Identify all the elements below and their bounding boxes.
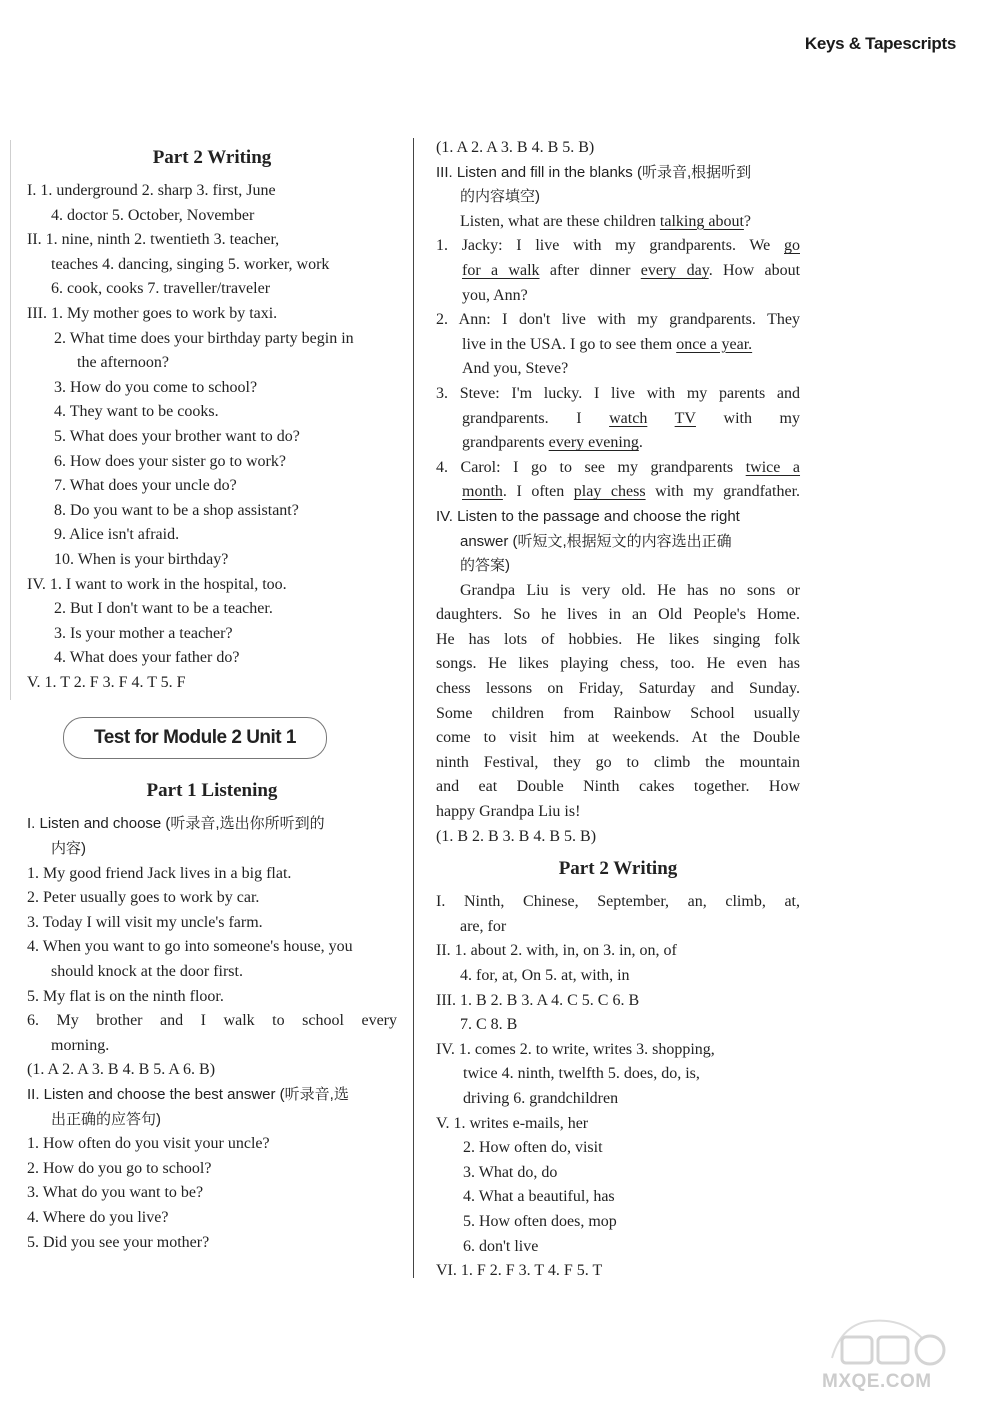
watermark-emblem-icon [812, 1303, 972, 1373]
fill-in-answer: watch [609, 409, 648, 427]
passage [436, 579, 800, 825]
section-instruction: III. Listen and fill in the blanks (听录音,根据听到 [436, 163, 752, 181]
part2-writing-heading: Part 2 Writing [152, 147, 272, 168]
dialogue-line: you, Ann? [462, 286, 528, 304]
part2-writing-heading: Part 2 Writing [558, 858, 678, 880]
passage-line: happy Grandpa Liu is! [436, 803, 581, 821]
passage-line: Some children from Rainbow School usually [436, 704, 800, 722]
dialogue-line: month. I often play chess with my grandfather. [462, 483, 801, 501]
answer-line: 8. Do you want to be a shop assistant? [54, 501, 299, 519]
dialogue-line: grandparents. I watch TV with my [462, 409, 801, 427]
tapescript-line: 1. How often do you visit your uncle? [27, 1135, 270, 1153]
tapescript-line: 5. My flat is on the ninth floor. [27, 987, 224, 1005]
part1-listening-heading: Part 1 Listening [146, 780, 278, 802]
answer-line: II. 1. nine, ninth 2. twentieth 3. teacher, [27, 231, 280, 249]
fill-in-answer: TV [674, 409, 696, 427]
answer-key: (1. A 2. A 3. B 4. B 5. A 6. B) [27, 1061, 216, 1079]
fill-in-answer: for a walk [462, 261, 540, 279]
passage-line: songs. He likes playing chess, too. He even has [436, 655, 800, 673]
writing-answers [436, 890, 800, 1284]
tapescript-intro [436, 210, 800, 235]
text-segment: ? [743, 212, 752, 230]
margin-rule [10, 140, 11, 700]
site-watermark-logo [812, 1303, 972, 1393]
dialogue-line: 4. Carol: I go to see my grandparents twice a [436, 458, 801, 476]
passage-line: come to visit him at weekends. At the Double [436, 729, 800, 747]
tapescript-line: 4. When you want to go into someone's house, you [27, 938, 353, 956]
answer-line: 4. What does your father do? [54, 649, 240, 667]
fill-in-answer: month [462, 483, 503, 501]
answer-line: 3. Is your mother a teacher? [54, 624, 233, 642]
tapescript-line: 6. My brother and I walk to school every [27, 1012, 397, 1030]
passage-line: and eat Double Ninth cakes together. How [436, 778, 800, 796]
answer-key: (1. B 2. B 3. B 4. B 5. B) [436, 827, 597, 845]
answer-line: 5. How often does, mop [463, 1212, 617, 1230]
fill-in-answer: play chess [573, 483, 646, 501]
section-instruction: 的内容填空) [460, 188, 540, 206]
answer-line: 4. doctor 5. October, November [51, 206, 255, 224]
fill-in-answer: every evening [548, 434, 639, 452]
tapescript-line: 2. Peter usually goes to work by car. [27, 889, 260, 907]
section-instruction: 的答案) [460, 557, 510, 575]
answer-line: I. 1. underground 2. sharp 3. first, June [27, 182, 276, 199]
column-divider [413, 138, 414, 1278]
section-instruction: 出正确的应答句) [51, 1110, 161, 1128]
section-instruction: II. Listen and choose the best answer (听录音,选 [27, 1086, 349, 1103]
fill-in-answer: twice a [745, 458, 801, 476]
passage-line: ninth Festival, they go to climb the mountain [436, 753, 800, 771]
writing-answers [27, 179, 397, 695]
answer-line: are, for [460, 917, 507, 935]
answer-line: 4. for, at, On 5. at, with, in [460, 967, 630, 984]
dialogue-line: 1. Jacky: I live with my grandparents. We go [436, 237, 800, 255]
fill-in-answer: every day [640, 261, 709, 279]
answer-line: IV. 1. I want to work in the hospital, too. [27, 575, 287, 593]
answer-line: 5. What does your brother want to do? [54, 427, 300, 445]
answer-line: 3. What do, do [463, 1163, 558, 1181]
section-instruction: I. Listen and choose (听录音,选出你所听到的 [27, 815, 325, 833]
answer-line: III. 1. My mother goes to work by taxi. [27, 304, 278, 322]
answer-line: IV. 1. comes 2. to write, writes 3. shopping, [436, 1040, 715, 1058]
tapescript-line: should knock at the door first. [51, 963, 243, 981]
answer-line: twice 4. ninth, twelfth 5. does, do, is, [463, 1065, 700, 1083]
listening-answers [27, 812, 397, 1255]
passage-line: daughters. So he lives in an Old People's Home. [436, 606, 800, 624]
answer-line: 4. What a beautiful, has [463, 1188, 615, 1206]
section-instruction: IV. Listen to the passage and choose the right [436, 507, 740, 525]
test-title-banner: Test for Module 2 Unit 1 [63, 717, 327, 759]
running-header: Keys & Tapescripts [804, 34, 956, 53]
fill-in-answer: go [784, 237, 800, 255]
dialogue-line: live in the USA. I go to see them once a year. [462, 335, 753, 353]
passage-line: Grandpa Liu is very old. He has no sons or [460, 581, 800, 599]
answer-line: 4. They want to be cooks. [54, 403, 219, 421]
dialogue-line: grandparents every evening. [462, 434, 643, 452]
answer-line: 7. C 8. B [460, 1016, 518, 1034]
dialogue-line: 2. Ann: I don't live with my grandparents. They [436, 311, 800, 329]
answer-line: teaches 4. dancing, singing 5. worker, work [51, 255, 330, 273]
dialogue-line: And you, Steve? [462, 360, 569, 378]
dialogue-line: 3. Steve: I'm lucky. I live with my parents and [436, 384, 800, 402]
answer-line: V. 1. T 2. F 3. F 4. T 5. F [27, 673, 186, 691]
fill-in-answer: talking about [659, 212, 744, 230]
answer-key: (1. A 2. A 3. B 4. B 5. B) [436, 139, 595, 156]
tapescript-line: morning. [51, 1036, 110, 1054]
tapescript-line: 4. Where do you live? [27, 1208, 169, 1226]
text-segment: Listen, what are these children [460, 212, 660, 230]
answer-line: 10. When is your birthday? [54, 550, 229, 568]
left-column [27, 136, 397, 1255]
section-instruction: answer (听短文,根据短文的内容选出正确 [460, 532, 732, 550]
tapescript-line: 1. My good friend Jack lives in a big flat. [27, 864, 292, 882]
answer-line: 2. But I don't want to be a teacher. [54, 600, 273, 618]
passage-line: He has lots of hobbies. He likes singing folk [436, 630, 800, 648]
watermark-text: MXQE.COM [822, 1371, 932, 1392]
answer-line: V. 1. writes e-mails, her [436, 1114, 589, 1132]
answer-line: I. Ninth, Chinese, September, an, climb, at, [436, 893, 800, 911]
tapescript-line: 5. Did you see your mother? [27, 1233, 210, 1251]
answer-line: 7. What does your uncle do? [54, 477, 237, 495]
answer-line: III. 1. B 2. B 3. A 4. C 5. C 6. B [436, 991, 640, 1009]
answer-line: 2. What time does your birthday party begin in [54, 329, 354, 347]
section-instruction: 内容) [51, 840, 86, 858]
answer-line: VI. 1. F 2. F 3. T 4. F 5. T [436, 1262, 603, 1280]
answer-line: 6. don't live [463, 1237, 539, 1255]
answer-line: II. 1. about 2. with, in, on 3. in, on, of [436, 942, 677, 960]
dialogue-line: for a walk after dinner every day. How about [462, 261, 801, 279]
answer-line: 2. How often do, visit [463, 1139, 603, 1157]
answer-line: 9. Alice isn't afraid. [54, 526, 180, 544]
fill-in-answer: once a year. [676, 335, 753, 353]
answer-line: driving 6. grandchildren [463, 1089, 619, 1107]
tapescript-line: 3. What do you want to be? [27, 1184, 204, 1202]
passage-line: chess lessons on Friday, Saturday and Sunday. [436, 680, 800, 698]
tapescript-line: 3. Today I will visit my uncle's farm. [27, 913, 263, 931]
tapescript-line: 2. How do you go to school? [27, 1159, 212, 1177]
answer-line: 3. How do you come to school? [54, 378, 258, 396]
answer-line: 6. cook, cooks 7. traveller/traveler [51, 280, 271, 298]
answer-line: 6. How does your sister go to work? [54, 452, 286, 470]
right-column [436, 136, 800, 1284]
answer-line: the afternoon? [77, 354, 169, 372]
